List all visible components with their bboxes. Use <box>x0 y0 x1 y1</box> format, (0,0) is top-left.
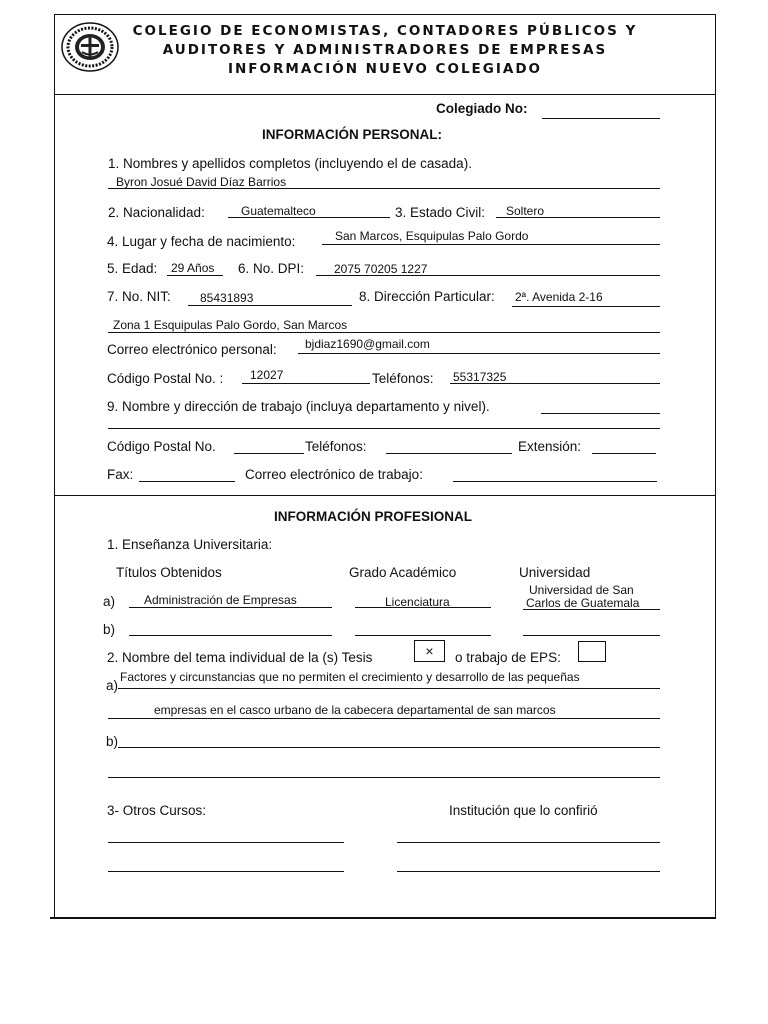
q5-label: 5. Edad: <box>107 261 158 276</box>
section-divider <box>54 495 715 496</box>
header-divider <box>54 94 715 95</box>
thesis-b-line2[interactable] <box>108 777 660 778</box>
institution-label: Institución que lo confirió <box>449 803 598 818</box>
row-a-label: a) <box>103 594 116 609</box>
email-value[interactable]: bjdiaz1690@gmail.com <box>305 337 430 351</box>
institution-line-2[interactable] <box>397 871 660 872</box>
course-line-1[interactable] <box>108 842 344 843</box>
q6-label: 6. No. DPI: <box>238 261 305 276</box>
col-university-header: Universidad <box>519 565 591 580</box>
q5-line <box>167 275 223 276</box>
phone-line <box>450 383 660 384</box>
row-b-university-line[interactable] <box>523 635 660 636</box>
thesis-a-label: a) <box>106 678 119 693</box>
tesis-check-mark: × <box>425 643 434 659</box>
q4-label: 4. Lugar y fecha de nacimiento: <box>107 234 296 249</box>
q8-value[interactable]: 2ª. Avenida 2-16 <box>515 290 603 304</box>
thesis-a-line2[interactable]: empresas en el casco urbano de la cabecera departamental de san marcos <box>154 703 556 717</box>
postal-label: Código Postal No. : <box>107 371 224 386</box>
q1-value[interactable]: Byron Josué David Díaz Barrios <box>116 175 287 189</box>
prof-q2-label: 2. Nombre del tema individual de la (s) Tesis <box>107 650 373 665</box>
q8-line2 <box>108 332 660 333</box>
extension-line[interactable] <box>592 453 656 454</box>
work-email-line[interactable] <box>453 481 657 482</box>
eps-checkbox[interactable] <box>578 641 606 662</box>
q9-line2[interactable] <box>108 428 660 429</box>
colegiado-label: Colegiado No: <box>436 101 528 116</box>
row-a-grade[interactable]: Licenciatura <box>385 595 450 609</box>
q8-line <box>512 306 660 307</box>
col-grade-header: Grado Académico <box>349 565 457 580</box>
work-email-label: Correo electrónico de trabajo: <box>245 467 423 482</box>
header-title-line1: COLEGIO DE ECONOMISTAS, CONTADORES PÚBLICOS Y <box>132 23 638 39</box>
row-a-title[interactable]: Administración de Empresas <box>144 593 297 607</box>
email-line <box>298 353 660 354</box>
personal-section-title: INFORMACIÓN PERSONAL: <box>262 127 442 142</box>
col-titles-header: Títulos Obtenidos <box>116 565 222 580</box>
header-title-line2: AUDITORES Y ADMINISTRADORES DE EMPRESAS <box>162 42 608 58</box>
postal-value[interactable]: 12027 <box>250 368 284 382</box>
thesis-a-line1[interactable]: Factores y circunstancias que no permiten el crecimiento y desarrollo de las pequeñas <box>120 670 580 684</box>
course-line-2[interactable] <box>108 871 344 872</box>
q8-value-line2[interactable]: Zona 1 Esquipulas Palo Gordo, San Marcos <box>113 318 348 332</box>
q7-line <box>188 305 352 306</box>
thesis-b-line1[interactable] <box>118 747 660 748</box>
fax-label: Fax: <box>107 467 134 482</box>
row-a-university-line2[interactable]: Carlos de Guatemala <box>526 596 640 610</box>
q3-line <box>496 217 660 218</box>
thesis-a-line2-rule <box>108 718 660 719</box>
row-b-grade-line[interactable] <box>355 635 491 636</box>
q9-label: 9. Nombre y dirección de trabajo (incluya departamento y nivel). <box>107 399 490 414</box>
q3-label: 3. Estado Civil: <box>395 205 486 220</box>
q6-line <box>316 275 660 276</box>
fax-line[interactable] <box>139 481 235 482</box>
q7-value[interactable]: 85431893 <box>200 291 254 305</box>
email-label: Correo electrónico personal: <box>107 342 277 357</box>
tesis-checkbox[interactable] <box>414 640 445 662</box>
form-frame <box>54 14 716 917</box>
q7-label: 7. No. NIT: <box>107 289 171 304</box>
row-a-university-line <box>523 609 660 610</box>
q2-value[interactable]: Guatemalteco <box>241 204 316 218</box>
q3-value[interactable]: Soltero <box>506 204 545 218</box>
eps-label: o trabajo de EPS: <box>455 650 561 665</box>
q2-label: 2. Nacionalidad: <box>108 205 205 220</box>
work-phone-label: Teléfonos: <box>305 439 367 454</box>
q8-label: 8. Dirección Particular: <box>359 289 495 304</box>
prof-q1-label: 1. Enseñanza Universitaria: <box>107 537 273 552</box>
postal-line <box>242 383 370 384</box>
q1-line <box>108 188 660 189</box>
row-a-university-line1[interactable]: Universidad de San <box>529 583 634 597</box>
q2-line <box>228 217 390 218</box>
thesis-a-line1-rule <box>118 688 660 689</box>
thesis-b-label: b) <box>106 734 119 749</box>
q5-value[interactable]: 29 Años <box>171 261 215 275</box>
row-b-title-line[interactable] <box>129 635 332 636</box>
q6-value[interactable]: 2075 70205 1227 <box>334 262 428 276</box>
extension-label: Extensión: <box>518 439 582 454</box>
row-b-label: b) <box>103 622 116 637</box>
colegiado-field[interactable] <box>542 118 660 119</box>
work-postal-line[interactable] <box>234 453 304 454</box>
institution-line-1[interactable] <box>397 842 660 843</box>
q4-value[interactable]: San Marcos, Esquipulas Palo Gordo <box>335 229 529 243</box>
q9-line-end[interactable] <box>541 413 660 414</box>
work-postal-label: Código Postal No. <box>107 439 216 454</box>
row-a-grade-line <box>355 607 491 608</box>
phone-label: Teléfonos: <box>372 371 434 386</box>
header-title-line3: INFORMACIÓN NUEVO COLEGIADO <box>227 61 542 77</box>
professional-section-title: INFORMACIÓN PROFESIONAL <box>274 509 472 524</box>
frame-bottom <box>50 917 716 919</box>
phone-value[interactable]: 55317325 <box>453 370 507 384</box>
row-a-title-line <box>129 607 332 608</box>
prof-q3-label: 3- Otros Cursos: <box>107 803 207 818</box>
work-phone-line[interactable] <box>386 453 512 454</box>
q4-line <box>322 244 660 245</box>
q1-label: 1. Nombres y apellidos completos (incluyendo el de casada). <box>108 156 472 171</box>
